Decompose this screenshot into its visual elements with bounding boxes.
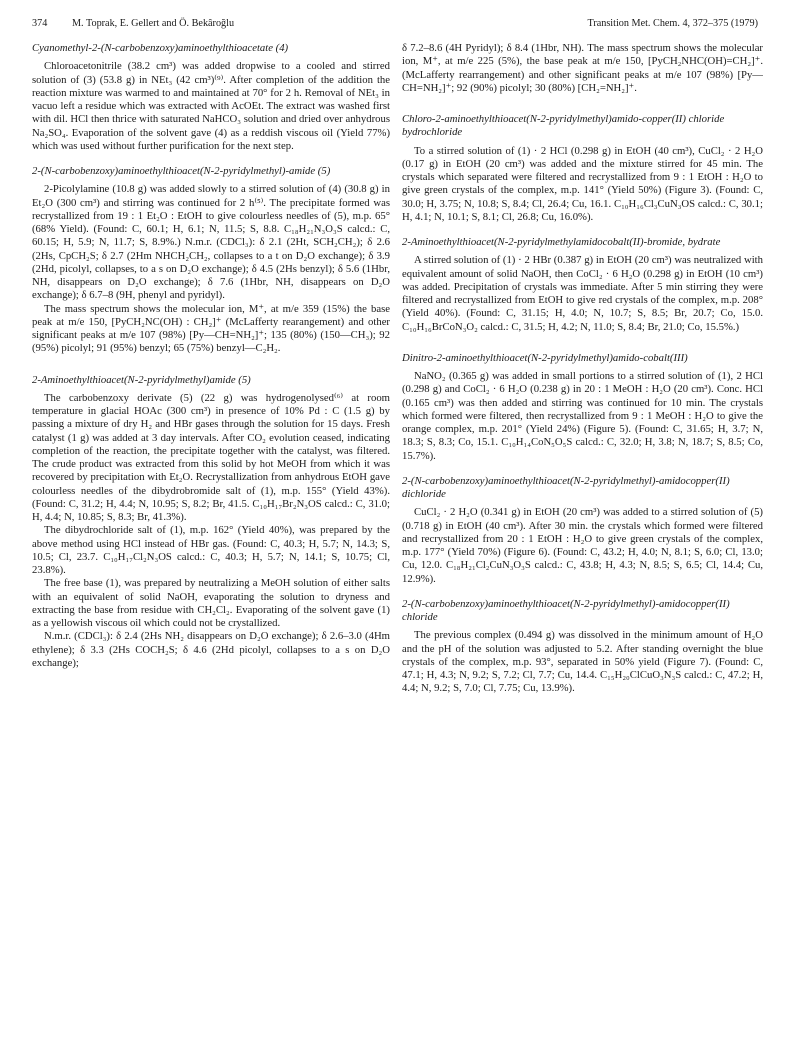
page-header (32, 18, 758, 34)
left-column (32, 42, 390, 670)
section-heading: Dinitro-2-aminoethylthioacet(N-2-pyridylmethyl)amido-cobalt(III) (402, 351, 688, 364)
section-heading: 2-Aminoethylthioacet(N-2-pyridylmethylamidocobalt(II)-bromide, bydrate (402, 236, 721, 248)
body-paragraph: Chloroacetonitrile (38.2 cm³) was added dropwise to a cooled and stirred solution of (3) (53.8 g) in NEt₃ (42 cm³)⁽⁹⁾. After completion of the addition the reaction mixture was warmed to and maintained at 70° for 2 h. Removal of NEt₃ in vacuo left a residue which was extracted with AcOEt. The extract was washed first with dil. HCl then thrice with saturated NaHCO₃ solution and dried over anhydrous Na₂SO₄. Evaporation of the solvent gave (4) as a reddish viscous oil (Yield 77%) which was used without further purification for the next step. (32, 60, 390, 152)
body-paragraph: A stirred solution of (1) · 2 HBr (0.387 g) in EtOH (20 cm³) was neutralized with equivalent amount of solid NaOH, then CoCl₂ · 6 H₂O (0.298 g) in EtOH (10 cm³) was added. Precipitation of crystals was immediate. After 5 min stirring they were filtered and recrystallized from EtOH to give red crystals of the complex, m.p. 208° (Yield 40%). (Found: C, 31.15; H, 4.0; N, 10.7; S, 8.5; Br, 20.7; Co, 15.0. C₁₀H₁₆BrCoN₃O₂ calcd.: C, 31.5; H, 4.2; N, 11.0; S, 8.4; Br, 21.0; Co, 15.5%.) (402, 254, 763, 333)
section-spacer (402, 224, 763, 236)
section-spacer (402, 334, 763, 352)
body-paragraph: The free base (1), was prepared by neutralizing a MeOH solution of either salts with an equivalent of solid NaOH, evaporating the solution to dryness and extracting the base from residue with CH₂Cl₂. Evaporating of the solvent gave (1) as a yellowish viscous oil which could not be crystallized. (32, 577, 390, 629)
section-heading: 2-(N-carbobenzoxy)aminoethylthioacet(N-2-pyridylmethyl)-amidocopper(II) dichloride (402, 474, 730, 500)
section-heading: Chloro-2-aminoethylthioacet(N-2-pyridylmethyl)amido-copper(II) chloride bydrochloride (402, 113, 725, 139)
journal-citation: Transition Met. Chem. 4, 372–375 (1979) (587, 18, 758, 29)
body-paragraph: CuCl₂ · 2 H₂O (0.341 g) in EtOH (20 cm³) was added to a stirred solution of (5) (0.718 g) in EtOH (40 cm³). After 30 min. the crystals which formed were filtered and recrystallized from 20 : 1 EtOH : H₂O to give green crystals of the complex, m.p. 177° (Yield 70%) (Figure 6). (Found: C, 43.2; H, 4.0; N, 8.1; S, 6.0; Cl, 13.0; Cu, 12.0. C₁₈H₂₁Cl₂CuN₃O₃S calcd.: C, 43.8; H, 4.3; N, 8.5; S, 6.5; Cl, 14.4; Cu, 12.9%). (402, 506, 763, 585)
body-paragraph: To a stirred solution of (1) · 2 HCl (0.298 g) in EtOH (40 cm³), CuCl₂ · 2 H₂O (0.17 g) in EtOH (20 cm³) was added and the mixture stirred for 45 min. The crystals which separated were filtered and recrystallized from 9 : 1 EtOH : H₂O to give green crystals of the complex, m.p. 141° (Yield 50%) (Figure 3). (Found: C, 30.0; H, 3.75; N, 10.8; S, 8.4; Cl, 26.4; Cu, 16.1. C₁₀H₁₆Cl₃CuN₃OS calcd.: C, 30.1; H, 4.1; N, 10.1; S, 8.1; Cl, 26.8; Cu, 16.0%). (402, 144, 763, 223)
body-paragraph: δ 7.2–8.6 (4H Pyridyl); δ 8.4 (1Hbr, NH). The mass spectrum shows the molecular ion, M⁺, at m/e 225 (5%), the base peak at m/e 150, [PyCH₂NHC(OH)=CH₂]⁺. (McLafferty rearrangement) and other significant peaks at m/e 107 (98%) [Py—CH=NH₂]⁺; 92 (90%) picolyl; 30 (80%) [CH₂=NH₂]⁺. (402, 42, 763, 94)
section-spacer (402, 95, 763, 113)
section-spacer (402, 463, 763, 475)
right-column (402, 42, 763, 696)
section-heading: 2-(N-carbobenzoxy)aminoethylthioacet(N-2-pyridylmethyl)-amidocopper(II) chloride (402, 597, 730, 623)
body-paragraph: The carbobenzoxy derivate (5) (22 g) was hydrogenolysed⁽⁶⁾ at room temperature in glacial HOAc (300 cm³) in presence of 10% Pd : C (1.5 g) by passing a mixture of dry H₂ and HBr gases through the solution for 15 days. Fresh catalyst (1 g) was added at 3 day intervals. After CO₂ evolution ceased, indicating completion of the reaction, the precipitate together with the catalyst, was filtered. The crude product was extracted from this solid by hot MeOH from which it was recovered by precipitation with Et₂O. Recrystallization from anhydrous EtOH gave colourless needles of the dibydrobromide salt of (1), m.p. 155° (Yield 43%). (Found: C, 31.2; H, 4.4; N, 10.95; S, 8.2; Br, 41.5. C₁₀H₁₇Br₂N₃OS calcd.: C, 31.0; H, 4.4; N, 10.85; S, 8.3; Br, 41.3%). (32, 391, 390, 523)
section-heading: 2-(N-carbobenzoxy)aminoethylthioacet(N-2-pyridylmethyl)-amide (5) (32, 165, 331, 177)
body-paragraph: N.m.r. (CDCl₃): δ 2.4 (2Hs NH₂ disappears on D₂O exchange); δ 2.6–3.0 (4Hm ethylene); δ 3.3 (2Hs COCH₂S; δ 4.6 (2Hd picolyl, collapses to a s on D₂O exchange); (32, 630, 390, 669)
body-paragraph: The previous complex (0.494 g) was dissolved in the minimum amount of H₂O and the pH of the solution was adjusted to 5.2. After standing overnight the blue crystals of the complex, m.p. 93°, separated in 50% yield (Figure 7). (Found: C, 47.1; H, 4.3; N, 9.2; S, 7.2; Cl, 7.7; Cu, 14.4. C₁₅H₂₀ClCuO₃N₃S calcd.: C, 47.2; H, 4.4; N, 9.2; S, 7.0; Cl, 7.75; Cu, 13.9%). (402, 629, 763, 695)
body-paragraph: The dibydrochloride salt of (1), m.p. 162° (Yield 40%), was prepared by the above method using HCl instead of HBr gas. (Found: C, 40.3; H, 5.7; N, 14.3; S, 10.5; Cl, 23.7. C₁₀H₁₇Cl₂N₃OS calcd.: C, 40.3; H, 5.7; N, 14.1; S, 10.75; Cl, 23.8%). (32, 524, 390, 576)
body-paragraph: 2-Picolylamine (10.8 g) was added slowly to a stirred solution of (4) (30.8 g) in Et₂O (300 cm³) and stirring was continued for 2 h⁽⁵⁾. The precipitate formed was recrystallized from 19 : 1 Et₂O : EtOH to give colourless needles of (5), m.p. 65° (68% Yield). (Found: C, 60.1; H, 6.1; N, 11.5; S, 8.8. C₁₈H₂₁N₃O₃S calcd.: C, 60.15; H, 5.9; N, 11.7; S, 8.9%.) N.m.r. (CDCl₃): δ 2.1 (2Ht, SCH₂CH₂); δ 2.6 (2Hs, CpCH₂S; δ 2.7 (2Hm NHCH₂CH₂, collapses to a t on D₂O exchange); δ 3.9 (2Hd, picolyl, collapses, to a s on D₂O exchange); δ 4.5 (2Hs benzyl); δ 5.6 (1Hbr, NH, disappears on D₂O exchange); δ 7.6 (1Hbr, NH, disappears on D₂O exchange); δ 6.7–8 (9H, phenyl and pyridyl). (32, 183, 390, 302)
section-spacer (402, 586, 763, 598)
section-heading: 2-Aminoethylthioacet(N-2-pyridylmethyl)amide (5) (32, 373, 251, 386)
section-spacer (32, 153, 390, 165)
section-heading: Cyanomethyl-2-(N-carbobenzoxy)aminoethylthioacetate (4) (32, 42, 289, 54)
page-number: 374 (32, 18, 48, 29)
body-paragraph: The mass spectrum shows the molecular ion, M⁺, at m/e 359 (15%) the base peak at m/e 150, [PyCH₂NC(OH) : CH₂]⁺ (McLafferty rearangement) and other significant peaks at m/e 107 (98%) [Py—CH=NH₂]⁺; 135 (80%) (150—CH₃); 92 (95%) picolyl; 91 (95%) benzyl; 65 (75%) benzyl—C₂H₂. (32, 302, 390, 355)
body-paragraph: NaNO₂ (0.365 g) was added in small portions to a stirred solution of (1), 2 HCl (0.298 g) and CoCl₂ · 6 H₂O (0.238 g) in 20 : 1 MeOH : H₂O (20 cm³). Conc. HCl (0.165 cm³) was then added and stirring was continued for 10 min. The crystals which formed were filtered, then recrystallized from 9 : 1 MeOH : H₂O to give the orange complex, m.p. 201° (Yield 24%) (Figure 5). (Found: C, 31.65; H, 3.7; N, 18.3; S, 8.3; Co, 15.1. C₁₀H₁₄CoN₅O₅S calcd.: C, 32.0; H, 3.8; N, 18.7; S, 8.5; Co, 15.7%). (402, 370, 763, 462)
section-spacer (32, 356, 390, 374)
running-authors: M. Toprak, E. Gellert and Ö. Bekâroğlu (72, 18, 235, 29)
